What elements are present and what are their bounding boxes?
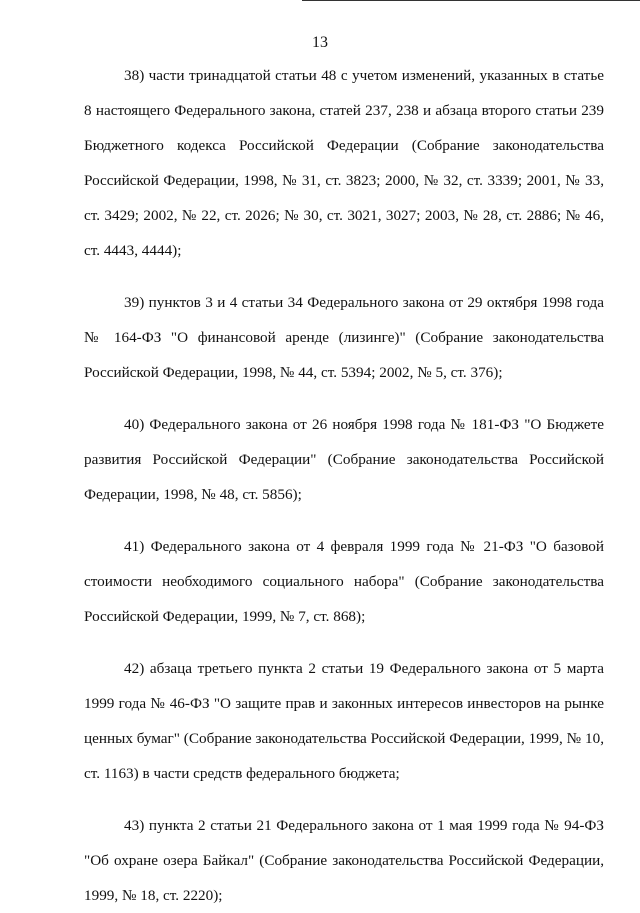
list-item-39: 39) пунктов 3 и 4 статьи 34 Федерального закона от 29 октября 1998 года № 164-ФЗ "О финансовой аренде (лизинге)" (Собрание законодательства Российской Федерации, 1998, № 44, ст. 5394; 2002, № 5, ст. 376); — [84, 294, 604, 381]
list-item-40: 40) Федерального закона от 26 ноября 1998 года № 181-ФЗ "О Бюджете развития Российской Федерации" (Собрание законодательства Российской Федерации, 1998, № 48, ст. 5856); — [84, 416, 604, 503]
page-number: 13 — [312, 34, 328, 51]
list-item-42: 42) абзаца третьего пункта 2 статьи 19 Федерального закона от 5 марта 1999 года № 46-ФЗ "О защите прав и законных интересов инвесторов на рынке ценных бумаг" (Собрание законодательства Российской Федерации, 1999, № 10, ст. 1163) в части средств федерального бюджета; — [84, 660, 604, 782]
list-item-38: 38) части тринадцатой статьи 48 с учетом изменений, указанных в статье 8 настоящего Федерального закона, статей 237, 238 и абзаца второго статьи 239 Бюджетного кодекса Российской Федерации (Собрание законодательства Российской Федерации, 1998, № 31, ст. 3823; 2000, № 32, ст. 3339; 2001, № 33, ст. 3429; 2002, № 22, ст. 2026; № 30, ст. 3021, 3027; 2003, № 28, ст. 2886; № 46, ст. 4443, 4444); — [84, 67, 604, 259]
list-item-43: 43) пункта 2 статьи 21 Федерального закона от 1 мая 1999 года № 94-ФЗ "Об охране озера Байкал" (Собрание законодательства Российской Федерации, 1999, № 18, ст. 2220); — [84, 817, 604, 904]
list-item-41: 41) Федерального закона от 4 февраля 1999 года № 21-ФЗ "О базовой стоимости необходимого социального набора" (Собрание законодательства Российской Федерации, 1999, № 7, ст. 868); — [84, 538, 604, 625]
document-body — [84, 58, 604, 913]
header-rule — [302, 0, 640, 1]
